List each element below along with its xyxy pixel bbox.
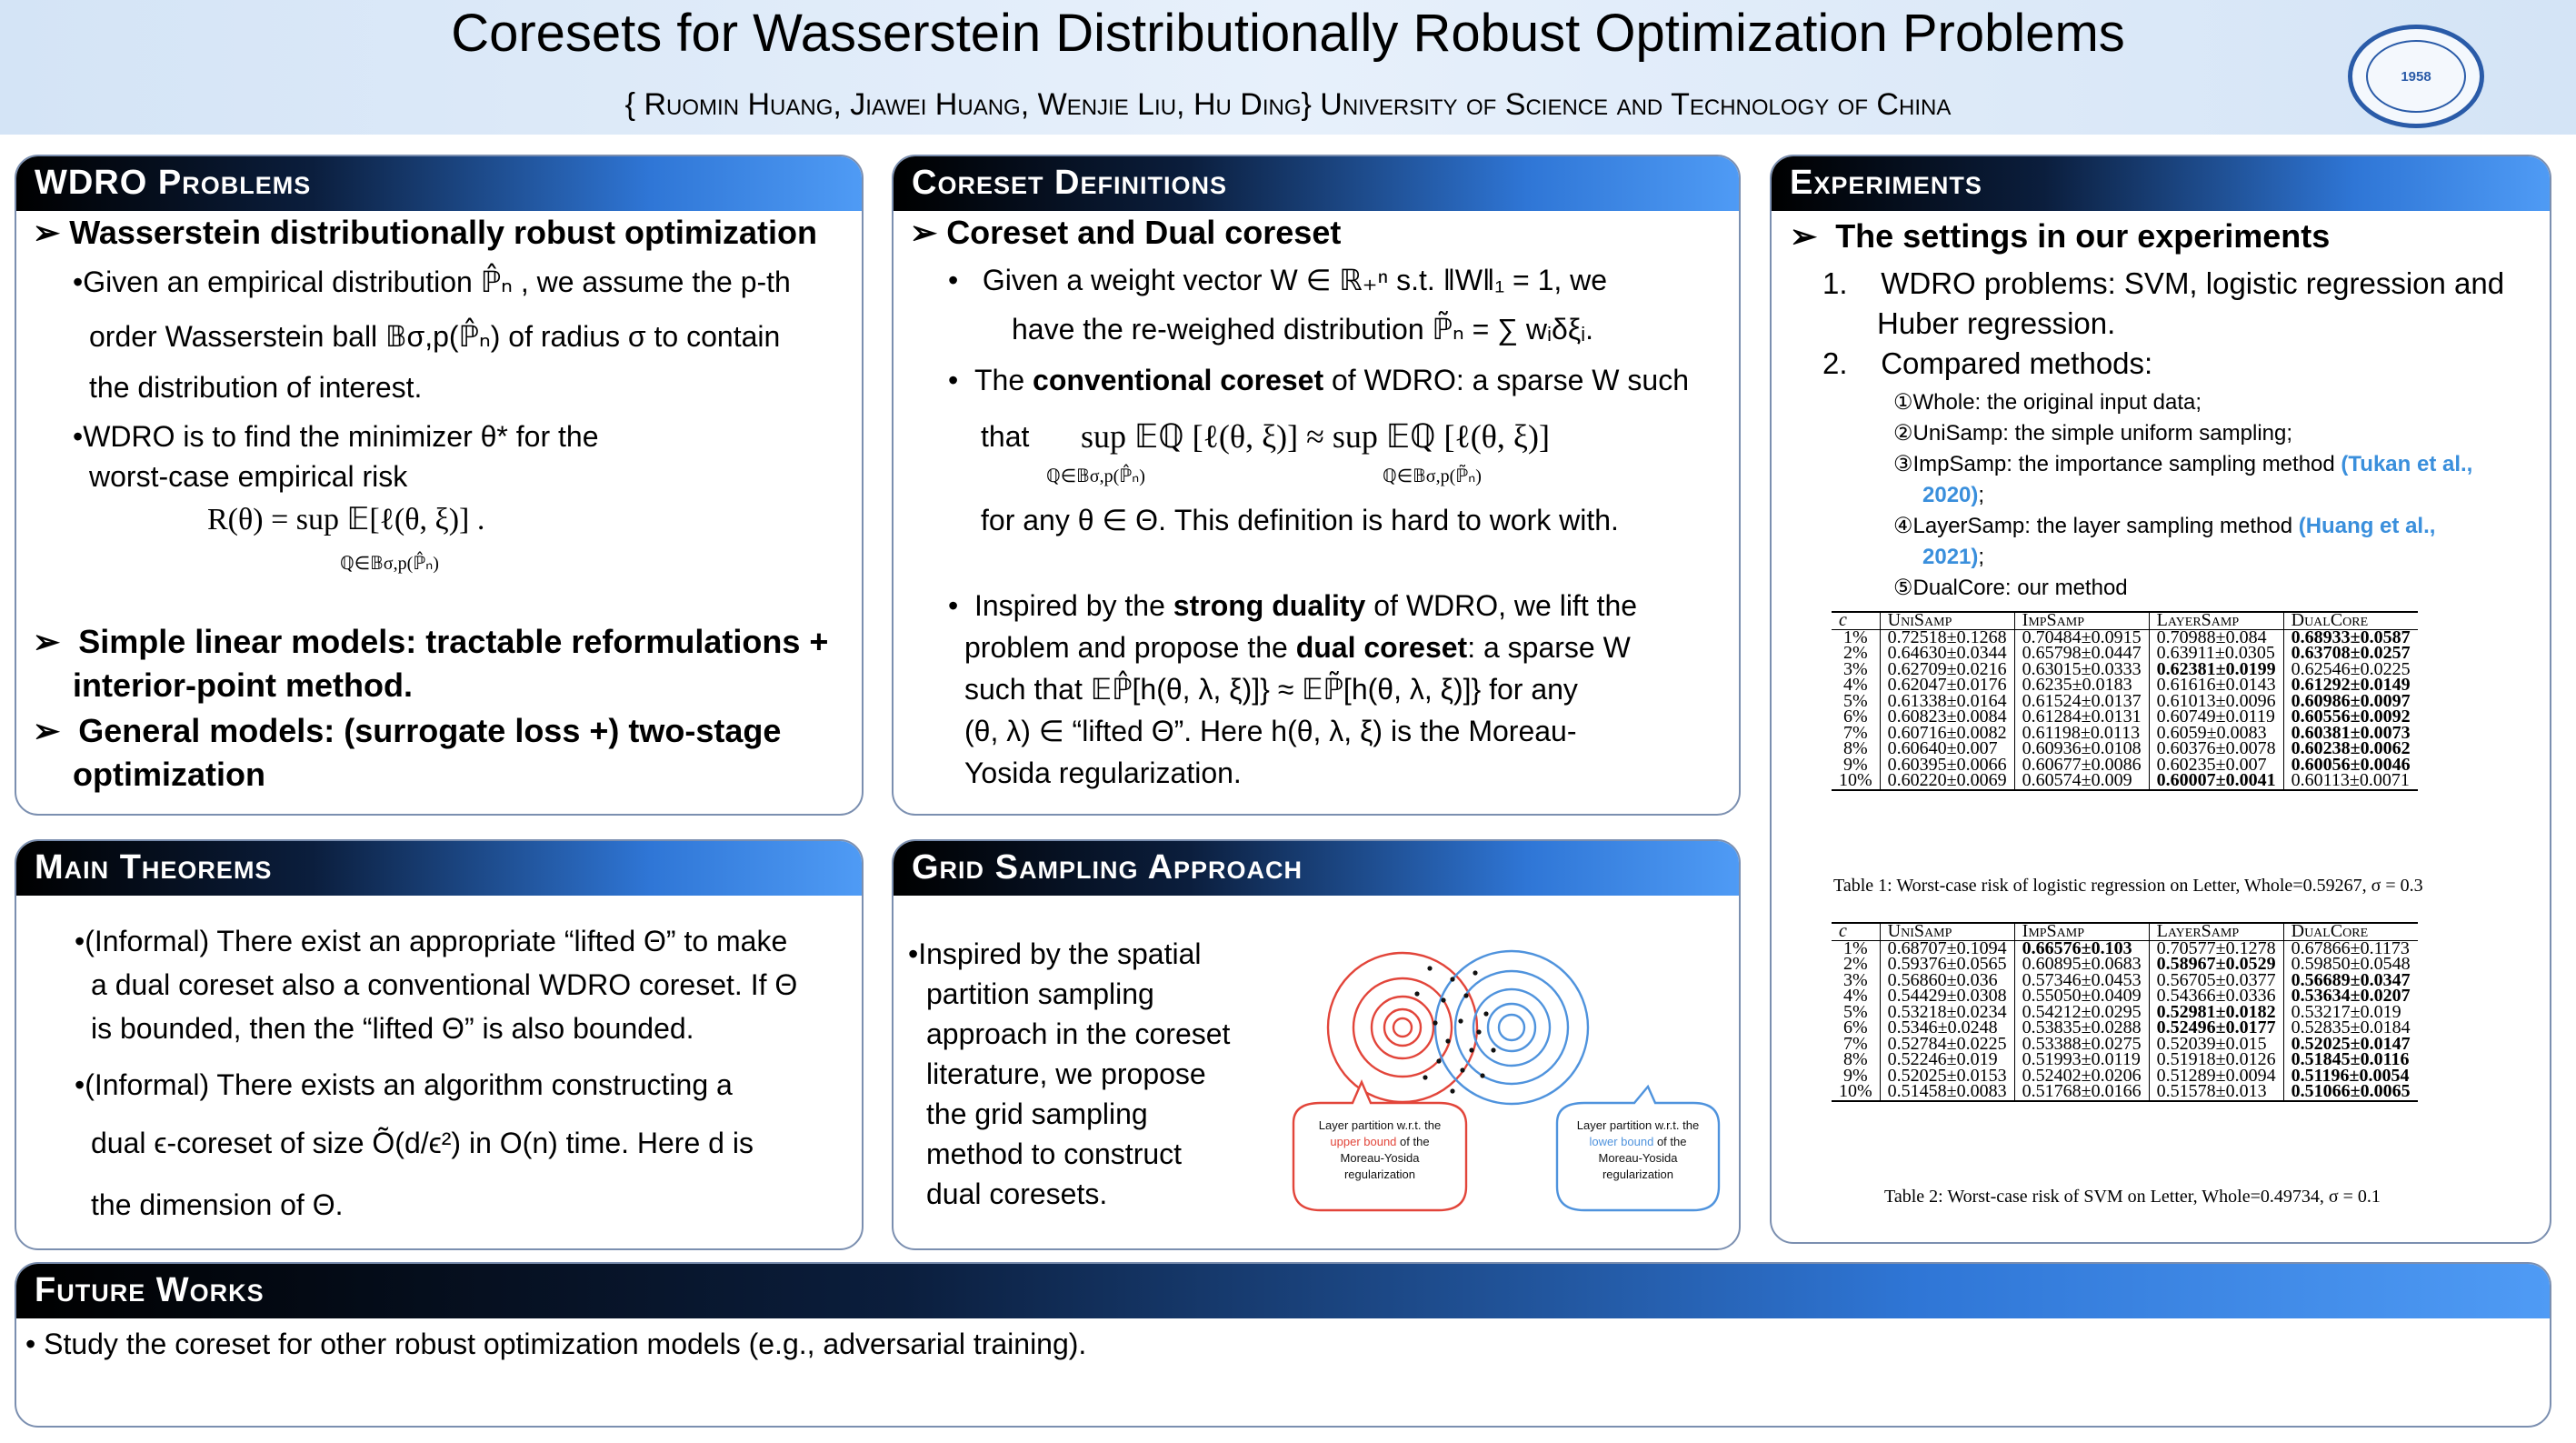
text-fragment: of WDRO: a sparse W such bbox=[1323, 364, 1689, 396]
formula-subscript: ℚ∈𝔹σ,p(ℙ̃ₙ) bbox=[1383, 466, 1482, 486]
table-cell: 10% bbox=[1832, 1084, 1880, 1101]
text-line: Huber regression. bbox=[1877, 306, 2116, 340]
table-cell: 0.51768±0.0166 bbox=[2014, 1084, 2149, 1101]
dot-bullet: • bbox=[908, 937, 919, 970]
text-line bbox=[73, 262, 791, 302]
column-header: LayerSamp bbox=[2149, 923, 2283, 940]
table-cell: 0.62709±0.0216 bbox=[1880, 662, 2014, 678]
poster-title: Coresets for Wasserstein Distributionally Robust Optimization Problems bbox=[451, 4, 2125, 63]
heading-wdro: Wasserstein distributionally robust optimization bbox=[69, 214, 817, 251]
text-line: order Wasserstein ball 𝔹σ,p(ℙ̂ₙ) of radius σ to contain bbox=[89, 320, 781, 353]
text-line bbox=[948, 360, 1689, 400]
table-cell: 0.53835±0.0288 bbox=[2014, 1020, 2149, 1037]
table-cell: 0.56705±0.0377 bbox=[2149, 973, 2283, 989]
table-cell: 0.54366±0.0336 bbox=[2149, 988, 2283, 1005]
text-fragment: ; bbox=[1978, 545, 1985, 569]
table-cell: 0.60574±0.009 bbox=[2014, 773, 2149, 790]
bubble-text: of the bbox=[1400, 1135, 1430, 1148]
bubble-text bbox=[1330, 1135, 1429, 1148]
method-item bbox=[1893, 387, 2472, 418]
bubble-text: regularization bbox=[1343, 1167, 1416, 1181]
bubble-text: regularization bbox=[1602, 1167, 1674, 1181]
table-cell: 4% bbox=[1832, 677, 1880, 694]
method-item bbox=[1893, 573, 2472, 604]
grid-text bbox=[908, 934, 1230, 1214]
table-cell: 0.60056±0.0046 bbox=[2291, 754, 2411, 775]
table-cell: 0.60113±0.0071 bbox=[2291, 770, 2410, 790]
results-table-2 bbox=[1832, 922, 2418, 1102]
grid-line: approach in the coreset bbox=[926, 1017, 1231, 1050]
text-line bbox=[948, 586, 1637, 626]
table-cell: 0.60238±0.0062 bbox=[2291, 738, 2411, 758]
university-logo bbox=[2348, 25, 2484, 128]
table-cell: 0.60895±0.0683 bbox=[2014, 957, 2149, 973]
table-cell: 0.60235±0.007 bbox=[2149, 757, 2283, 774]
column-header: UniSamp bbox=[1880, 923, 2014, 940]
table-cell: 0.59376±0.0565 bbox=[1880, 957, 2014, 973]
circled-number: ① bbox=[1893, 390, 1913, 415]
table-cell: 0.68707±0.1094 bbox=[1880, 940, 2014, 957]
circled-number: ⑤ bbox=[1893, 576, 1913, 600]
method-list bbox=[1893, 387, 2472, 604]
table-svm bbox=[1832, 922, 2418, 1102]
table-cell: 0.53388±0.0275 bbox=[2014, 1037, 2149, 1053]
column-header: c bbox=[1832, 612, 1880, 629]
logo-year: 1958 bbox=[2401, 68, 2431, 85]
text-fragment: Given a weight vector W ∈ ℝ₊ⁿ s.t. ‖W‖₁ = 1, we bbox=[982, 264, 1608, 296]
table-cell: 0.60395±0.0066 bbox=[1880, 757, 2014, 774]
speech-bubble-lower bbox=[1557, 1087, 1719, 1210]
panel-wdro-problems bbox=[15, 155, 864, 816]
text-fragment: General models: (surrogate loss +) two-stage bbox=[78, 712, 782, 749]
table-cell: 0.61198±0.0113 bbox=[2014, 726, 2149, 742]
table-cell: 0.59850±0.0548 bbox=[2291, 954, 2411, 974]
coreset-formula: sup 𝔼ℚ [ℓ(θ, ξ)] ≈ sup 𝔼ℚ [ℓ(θ, ξ)] bbox=[1081, 418, 1550, 455]
text-line bbox=[75, 1065, 733, 1105]
panel-body bbox=[1772, 211, 2550, 1244]
table-cell: 6% bbox=[1832, 709, 1880, 726]
bubble-text: Moreau-Yosida bbox=[1340, 1151, 1420, 1165]
panel-body bbox=[894, 211, 1739, 816]
bubble-text: Layer partition w.r.t. the bbox=[1576, 1118, 1700, 1132]
grid-line: method to construct bbox=[926, 1137, 1183, 1170]
circled-number: ④ bbox=[1893, 514, 1913, 538]
bubble-text: of the bbox=[1656, 1135, 1687, 1148]
table-cell: 0.70484±0.0915 bbox=[2014, 629, 2149, 646]
text-line: Yosida regularization. bbox=[964, 757, 1242, 789]
circled-number: ② bbox=[1893, 421, 1913, 446]
text-line bbox=[1822, 264, 2504, 304]
table-cell: 0.6059±0.0083 bbox=[2149, 726, 2283, 742]
table-cell: 9% bbox=[1832, 757, 1880, 774]
table-cell: 0.65798±0.0447 bbox=[2014, 646, 2149, 662]
column-header: ImpSamp bbox=[2014, 923, 2149, 940]
table-cell: 0.54212±0.0295 bbox=[2014, 1005, 2149, 1021]
text-fragment: strong duality bbox=[1173, 589, 1366, 622]
dot-bullet: • bbox=[75, 1068, 85, 1101]
poster-header bbox=[0, 0, 2576, 135]
table-cell: 0.58967±0.0529 bbox=[2149, 957, 2283, 973]
text-line bbox=[73, 416, 598, 456]
table-cell: 0.51458±0.0083 bbox=[1880, 1084, 2014, 1101]
method-item bbox=[1893, 418, 2472, 449]
dot-bullet: • bbox=[948, 364, 959, 396]
text-line: interior-point method. bbox=[73, 666, 413, 704]
table-cell: 5% bbox=[1832, 1005, 1880, 1021]
text-line: have the re-weighed distribution ℙ̃ₙ = ∑ wᵢδξᵢ. bbox=[1012, 313, 1594, 346]
citation-link[interactable]: 2020) bbox=[1922, 483, 1979, 507]
table-caption: Table 2: Worst-case risk of SVM on Letter, Whole=0.49734, σ = 0.1 bbox=[1884, 1187, 2381, 1207]
panel-future-works bbox=[15, 1262, 2551, 1428]
table-cell: 0.62381±0.0199 bbox=[2149, 662, 2283, 678]
panel-heading: Grid Sampling Approach bbox=[894, 841, 1739, 896]
table-cell: 0.6235±0.0183 bbox=[2014, 677, 2149, 694]
grid-line: partition sampling bbox=[926, 977, 1154, 1010]
bubble-text bbox=[1590, 1135, 1687, 1148]
bullet-line bbox=[33, 213, 817, 253]
arrow-bullet: ➢ bbox=[910, 214, 938, 251]
method-item bbox=[1893, 511, 2472, 542]
table-cell: 0.72518±0.1268 bbox=[1880, 629, 2014, 646]
table-cell: 0.60007±0.0041 bbox=[2149, 773, 2283, 790]
grid-line: the grid sampling bbox=[926, 1097, 1148, 1130]
logo-inner bbox=[2366, 40, 2466, 113]
grid-line: Inspired by the spatial bbox=[918, 937, 1202, 970]
table-cell: 8% bbox=[1832, 1052, 1880, 1068]
text-fragment: (Informal) There exist an appropriate “lifted Θ” to make bbox=[85, 925, 788, 957]
text-line bbox=[75, 921, 787, 961]
table-cell: 0.70577±0.1278 bbox=[2149, 940, 2283, 957]
table-cell: 0.70988±0.084 bbox=[2149, 629, 2283, 646]
formula-subscript: ℚ∈𝔹σ,p(ℙ̂ₙ) bbox=[1046, 466, 1145, 486]
table-cell: 0.61013±0.0096 bbox=[2149, 694, 2283, 710]
table-cell: 0.60936±0.0108 bbox=[2014, 741, 2149, 757]
text-line: optimization bbox=[73, 756, 265, 793]
panel-heading: WDRO Problems bbox=[16, 156, 862, 211]
table-cell: 0.54429±0.0308 bbox=[1880, 988, 2014, 1005]
table-cell: 10% bbox=[1832, 773, 1880, 790]
table-cell: 0.52496±0.0177 bbox=[2149, 1020, 2283, 1037]
table-logistic bbox=[1832, 611, 2418, 791]
table-cell: 0.51196±0.0054 bbox=[2291, 1065, 2410, 1086]
results-table-1 bbox=[1832, 611, 2418, 791]
table-cell: 0.52025±0.0153 bbox=[1880, 1068, 2014, 1085]
dot-bullet: • bbox=[73, 420, 84, 453]
bubble-highlight: lower bound bbox=[1589, 1135, 1654, 1148]
table-cell: 0.68933±0.0587 bbox=[2291, 626, 2411, 647]
panel-main-theorems bbox=[15, 839, 864, 1250]
text-line: dual ϵ-coreset of size Õ(d/ϵ²) in O(n) time. Here d is bbox=[91, 1127, 754, 1159]
text-fragment: UniSamp: the simple uniform sampling; bbox=[1912, 421, 2293, 446]
table-cell: 3% bbox=[1832, 662, 1880, 678]
text-fragment: DualCore: our method bbox=[1912, 576, 2128, 600]
table-cell: 0.52246±0.019 bbox=[1880, 1052, 2014, 1068]
table-caption: Table 1: Worst-case risk of logistic regression on Letter, Whole=0.59267, σ = 0.3 bbox=[1833, 876, 2423, 896]
table-cell: 0.62546±0.0225 bbox=[2291, 658, 2411, 679]
table-cell: 0.67866±0.1173 bbox=[2291, 937, 2410, 958]
text-line: the distribution of interest. bbox=[89, 371, 423, 404]
table-cell: 0.53634±0.0207 bbox=[2291, 986, 2411, 1006]
arrow-bullet: ➢ bbox=[33, 712, 61, 749]
table-cell: 0.52402±0.0206 bbox=[2014, 1068, 2149, 1085]
table-cell: 0.51993±0.0119 bbox=[2014, 1052, 2149, 1068]
text-fragment: Given an empirical distribution ℙ̂ₙ , we assume the p-th bbox=[83, 266, 791, 298]
text-line: (θ, λ) ∈ “lifted Θ”. Here h(θ, λ, ξ) is the Moreau- bbox=[964, 715, 1577, 747]
text-line: that bbox=[981, 420, 1030, 453]
text-fragment: LayerSamp: the layer sampling method bbox=[1912, 514, 2299, 538]
grid-line: literature, we propose bbox=[926, 1057, 1206, 1090]
panel-heading: Main Theorems bbox=[16, 841, 862, 896]
method-item-cont bbox=[1893, 480, 2472, 511]
table-cell: 0.55050±0.0409 bbox=[2014, 988, 2149, 1005]
text-fragment: The bbox=[973, 364, 1033, 396]
table-cell: 6% bbox=[1832, 1020, 1880, 1037]
table-cell: 0.51066±0.0065 bbox=[2291, 1081, 2411, 1101]
text-fragment: Simple linear models: tractable reformulations + bbox=[78, 623, 829, 660]
table-cell: 0.61616±0.0143 bbox=[2149, 677, 2283, 694]
table-cell: 1% bbox=[1832, 629, 1880, 646]
dot-bullet: • bbox=[948, 264, 959, 296]
table-cell: 0.51918±0.0126 bbox=[2149, 1052, 2283, 1068]
panel-experiments bbox=[1770, 155, 2551, 1244]
table-cell: 0.51289±0.0094 bbox=[2149, 1068, 2283, 1085]
table-cell: 0.60220±0.0069 bbox=[1880, 773, 2014, 790]
bullet-line bbox=[1790, 216, 2330, 256]
panel-body bbox=[16, 896, 862, 1250]
table-cell: 0.60716±0.0082 bbox=[1880, 726, 2014, 742]
table-cell: 0.53218±0.0234 bbox=[1880, 1005, 2014, 1021]
table-cell: 0.60376±0.0078 bbox=[2149, 741, 2283, 757]
panel-coreset-definitions bbox=[892, 155, 1741, 816]
bubble-highlight: upper bound bbox=[1330, 1135, 1397, 1148]
table-cell: 0.61338±0.0164 bbox=[1880, 694, 2014, 710]
table-cell: 0.56689±0.0347 bbox=[2291, 969, 2411, 990]
dot-bullet: • bbox=[73, 266, 84, 298]
text-line: worst-case empirical risk bbox=[89, 460, 408, 493]
risk-formula: R(θ) = sup 𝔼[ℓ(θ, ξ)] . bbox=[207, 503, 485, 536]
list-number: 2. bbox=[1822, 346, 1848, 380]
table-cell: 8% bbox=[1832, 741, 1880, 757]
heading-coreset: Coreset and Dual coreset bbox=[946, 214, 1342, 251]
column-header: UniSamp bbox=[1880, 612, 2014, 629]
text-line: a dual coreset also a conventional WDRO coreset. If Θ bbox=[91, 968, 798, 1001]
table-cell: 0.5346±0.0248 bbox=[1880, 1020, 2014, 1037]
text-line: is bounded, then the “lifted Θ” is also bounded. bbox=[91, 1012, 694, 1045]
citation-link[interactable]: (Huang et al., bbox=[2298, 514, 2436, 538]
arrow-bullet: ➢ bbox=[33, 214, 61, 251]
text-line: for any θ ∈ Θ. This definition is hard to work with. bbox=[981, 504, 1619, 536]
table-cell: 4% bbox=[1832, 988, 1880, 1005]
text-fragment: of WDRO, we lift the bbox=[1365, 589, 1638, 622]
panel-heading: Coreset Definitions bbox=[894, 156, 1739, 211]
bubble-text: Layer partition w.r.t. the bbox=[1318, 1118, 1442, 1132]
table-cell: 0.60677±0.0086 bbox=[2014, 757, 2149, 774]
text-line bbox=[948, 260, 1607, 300]
text-fragment: Compared methods: bbox=[1881, 346, 2153, 380]
table-cell: 0.52039±0.015 bbox=[2149, 1037, 2283, 1053]
text-fragment: (Informal) There exists an algorithm constructing a bbox=[85, 1068, 733, 1101]
table-cell: 0.51845±0.0116 bbox=[2291, 1049, 2410, 1069]
table-row bbox=[1832, 1084, 2418, 1101]
heading-settings: The settings in our experiments bbox=[1835, 217, 2331, 255]
table-cell: 0.64630±0.0344 bbox=[1880, 646, 2014, 662]
circled-number: ③ bbox=[1893, 452, 1913, 476]
bullet-line bbox=[33, 622, 828, 662]
dot-bullet: • bbox=[948, 589, 959, 622]
table-cell: 0.60749±0.0119 bbox=[2149, 709, 2283, 726]
panel-heading: Experiments bbox=[1772, 156, 2550, 211]
table-cell: 0.53217±0.019 bbox=[2291, 1001, 2401, 1022]
table-cell: 0.61292±0.0149 bbox=[2291, 675, 2411, 695]
text-fragment: problem and propose the bbox=[964, 631, 1296, 664]
table-cell: 7% bbox=[1832, 726, 1880, 742]
text-fragment: Whole: the original input data; bbox=[1912, 390, 2202, 415]
bullet-line bbox=[33, 711, 781, 751]
text-fragment: WDRO is to find the minimizer θ* for the bbox=[83, 420, 599, 453]
table-cell: 0.60381±0.0073 bbox=[2291, 722, 2411, 743]
author-line: { Ruomin Huang, Jiawei Huang, Wenjie Liu, Hu Ding} University of Science and Technology of China bbox=[624, 87, 1952, 122]
method-item bbox=[1893, 449, 2472, 480]
table-cell: 0.56860±0.036 bbox=[1880, 973, 2014, 989]
column-header: DualCore bbox=[2291, 921, 2369, 941]
text-fragment: dual coreset bbox=[1295, 631, 1468, 664]
table-cell: 0.61284±0.0131 bbox=[2014, 709, 2149, 726]
table-cell: 0.57346±0.0453 bbox=[2014, 973, 2149, 989]
arrow-bullet: ➢ bbox=[1790, 217, 1818, 255]
panel-body bbox=[16, 1318, 2550, 1428]
column-header: LayerSamp bbox=[2149, 612, 2283, 629]
column-header: DualCore bbox=[2291, 610, 2369, 630]
table-cell: 2% bbox=[1832, 646, 1880, 662]
table-cell: 3% bbox=[1832, 973, 1880, 989]
table-cell: 0.52784±0.0225 bbox=[1880, 1037, 2014, 1053]
table-cell: 0.60640±0.007 bbox=[1880, 741, 2014, 757]
table-cell: 2% bbox=[1832, 957, 1880, 973]
panel-grid-sampling bbox=[892, 839, 1741, 1250]
table-cell: 0.60823±0.0084 bbox=[1880, 709, 2014, 726]
table-cell: 0.60986±0.0097 bbox=[2291, 690, 2411, 711]
text-line: • Study the coreset for other robust optimization models (e.g., adversarial training). bbox=[25, 1328, 1087, 1360]
risk-formula-subscript: ℚ∈𝔹σ,p(ℙ̂ₙ) bbox=[340, 554, 439, 574]
lower-bound-circles bbox=[1435, 951, 1588, 1104]
text-line: the dimension of Θ. bbox=[91, 1188, 344, 1221]
text-fragment: : a sparse W bbox=[1467, 631, 1631, 664]
panel-body bbox=[894, 896, 1739, 1250]
table-cell: 5% bbox=[1832, 694, 1880, 710]
arrow-bullet: ➢ bbox=[33, 623, 61, 660]
table-cell: 0.52835±0.0184 bbox=[2291, 1017, 2411, 1037]
grid-line: dual coresets. bbox=[926, 1177, 1108, 1210]
text-fragment: ; bbox=[1978, 483, 1985, 507]
text-line: such that 𝔼ℙ̂[h(θ, λ, ξ)]} ≈ 𝔼ℙ̃[h(θ, λ, ξ)]} for any bbox=[964, 673, 1578, 706]
column-header: ImpSamp bbox=[2014, 612, 2149, 629]
table-cell: 0.61524±0.0137 bbox=[2014, 694, 2149, 710]
text-fragment: WDRO problems: SVM, logistic regression and bbox=[1881, 266, 2505, 300]
table-cell: 1% bbox=[1832, 940, 1880, 957]
column-header: c bbox=[1832, 923, 1880, 940]
table-row bbox=[1832, 773, 2418, 790]
text-line bbox=[964, 627, 1631, 667]
citation-link[interactable]: (Tukan et al., bbox=[2341, 452, 2473, 476]
table-cell: 0.51578±0.013 bbox=[2149, 1084, 2283, 1101]
table-cell: 0.52981±0.0182 bbox=[2149, 1005, 2283, 1021]
text-fragment: conventional coreset bbox=[1033, 364, 1324, 396]
text-line bbox=[1822, 344, 2152, 384]
table-cell: 0.63911±0.0305 bbox=[2149, 646, 2283, 662]
table-cell: 0.63015±0.0333 bbox=[2014, 662, 2149, 678]
table-cell: 0.52025±0.0147 bbox=[2291, 1033, 2411, 1054]
table-cell: 7% bbox=[1832, 1037, 1880, 1053]
bubble-text: Moreau-Yosida bbox=[1598, 1151, 1678, 1165]
panel-body bbox=[16, 211, 862, 816]
text-fragment: ImpSamp: the importance sampling method bbox=[1912, 452, 2341, 476]
panel-heading: Future Works bbox=[16, 1264, 2550, 1318]
table-cell: 9% bbox=[1832, 1068, 1880, 1085]
table-cell: 0.66576±0.103 bbox=[2014, 940, 2149, 957]
table-cell: 0.63708±0.0257 bbox=[2291, 643, 2411, 663]
dot-bullet: • bbox=[75, 925, 85, 957]
method-item-cont bbox=[1893, 542, 2472, 573]
table-cell: 0.60556±0.0092 bbox=[2291, 706, 2411, 727]
table-cell: 0.62047±0.0176 bbox=[1880, 677, 2014, 694]
grid-diagram bbox=[1257, 914, 1730, 1241]
citation-link[interactable]: 2021) bbox=[1922, 545, 1979, 569]
text-fragment: Inspired by the bbox=[973, 589, 1173, 622]
list-number: 1. bbox=[1822, 266, 1848, 300]
bullet-line bbox=[910, 213, 1341, 253]
